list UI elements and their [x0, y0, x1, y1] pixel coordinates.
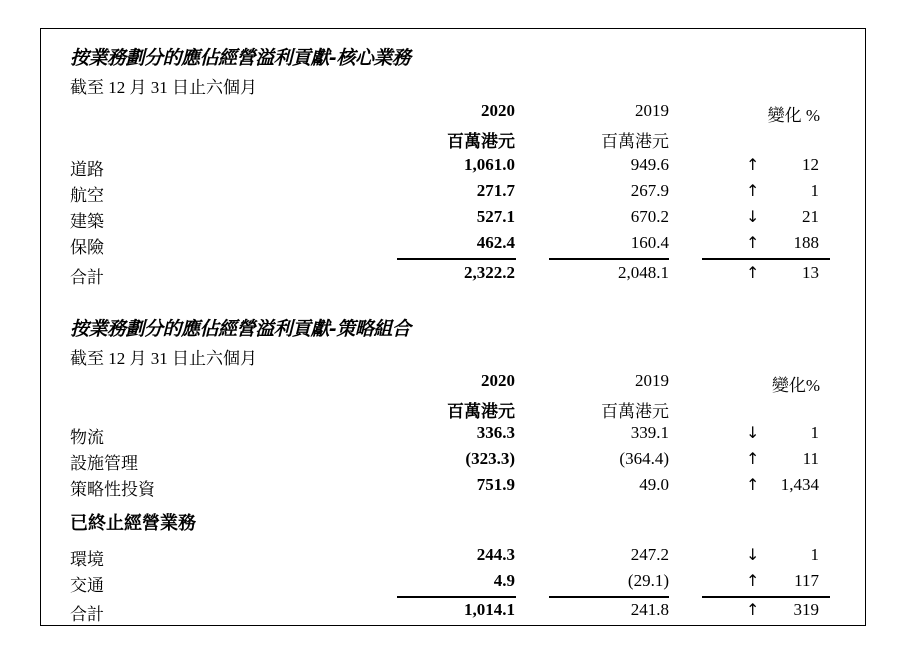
strategic-header-years [0, 371, 897, 397]
strategic-section-subtitle: 截至 12 月 31 日止六個月 [70, 349, 257, 368]
row-label: 保險 [70, 238, 104, 257]
core-header-2019: 2019 [635, 101, 669, 120]
row-value-2020: 271.7 [476, 181, 515, 200]
total-change: 319 [793, 600, 819, 619]
strategic-total-rule-2020 [397, 596, 516, 598]
strategic-total-rule-change [702, 596, 830, 598]
table-row [0, 475, 897, 501]
row-change: 117 [794, 571, 819, 590]
row-value-2019: 49.0 [639, 475, 669, 494]
total-change: 13 [802, 263, 819, 282]
row-arrow: ↑ [746, 155, 760, 174]
row-label: 航空 [70, 186, 104, 205]
table-row [0, 181, 897, 207]
row-arrow: ↓ [746, 207, 760, 226]
row-value-2020: 462.4 [476, 233, 515, 252]
discontinued-section-title: 已終止經營業務 [70, 513, 196, 534]
row-value-2020: 4.9 [493, 571, 515, 590]
table-row [0, 207, 897, 233]
row-value-2019: (364.4) [619, 449, 669, 468]
total-label: 合計 [70, 605, 104, 624]
core-total-rule-2020 [397, 258, 516, 260]
strategic-header-units [0, 397, 897, 423]
row-value-2020: 1,061.0 [464, 155, 515, 174]
row-value-2019: 949.6 [630, 155, 669, 174]
row-value-2020: 751.9 [476, 475, 515, 494]
row-value-2019: 267.9 [630, 181, 669, 200]
total-value-2020: 1,014.1 [464, 600, 515, 619]
row-value-2020: 336.3 [476, 423, 515, 442]
core-total-rule-change [702, 258, 830, 260]
row-value-2020: 244.3 [476, 545, 515, 564]
row-change: 1 [810, 181, 819, 200]
total-value-2019: 2,048.1 [618, 263, 669, 282]
row-value-2019: 160.4 [630, 233, 669, 252]
total-row [0, 263, 897, 289]
row-value-2019: 670.2 [630, 207, 669, 226]
row-label: 交通 [70, 576, 104, 595]
table-row [0, 423, 897, 449]
core-section-subtitle: 截至 12 月 31 日止六個月 [70, 78, 257, 97]
table-row [0, 233, 897, 259]
row-change: 1,434 [780, 475, 819, 494]
core-unit-2019: 百萬港元 [601, 132, 669, 151]
row-change: 21 [802, 207, 819, 226]
row-label: 道路 [70, 160, 104, 179]
total-value-2020: 2,322.2 [464, 263, 515, 282]
row-change: 1 [810, 423, 819, 442]
row-arrow: ↓ [746, 545, 760, 564]
total-arrow: ↑ [746, 263, 760, 282]
table-row [0, 449, 897, 475]
table-row [0, 545, 897, 571]
row-change: 1 [810, 545, 819, 564]
table-row [0, 155, 897, 181]
row-arrow: ↑ [746, 475, 760, 494]
row-arrow: ↑ [746, 449, 760, 468]
row-arrow: ↑ [746, 571, 760, 590]
core-section-title: 按業務劃分的應佔經營溢利貢獻-核心業務 [70, 47, 411, 69]
core-header-units [0, 127, 897, 153]
row-label: 環境 [70, 550, 104, 569]
total-label: 合計 [70, 268, 104, 287]
strategic-header-change: 變化% [771, 376, 820, 395]
row-value-2019: (29.1) [627, 571, 669, 590]
row-change: 188 [793, 233, 819, 252]
total-row [0, 600, 897, 626]
row-arrow: ↑ [746, 233, 760, 252]
row-label: 建築 [70, 212, 104, 231]
strategic-header-2019: 2019 [635, 371, 669, 390]
strategic-unit-2020: 百萬港元 [447, 402, 515, 421]
table-row [0, 571, 897, 597]
row-label: 設施管理 [70, 454, 138, 473]
strategic-header-2020: 2020 [481, 371, 515, 390]
row-change: 11 [802, 449, 819, 468]
row-change: 12 [802, 155, 819, 174]
row-label: 策略性投資 [70, 480, 155, 499]
strategic-total-rule-2019 [549, 596, 669, 598]
row-arrow: ↓ [746, 423, 760, 442]
core-unit-2020: 百萬港元 [447, 132, 515, 151]
row-value-2019: 247.2 [630, 545, 669, 564]
total-value-2019: 241.8 [630, 600, 669, 619]
row-value-2020: (323.3) [465, 449, 515, 468]
row-arrow: ↑ [746, 181, 760, 200]
core-header-years [0, 101, 897, 127]
row-label: 物流 [70, 428, 104, 447]
core-header-2020: 2020 [481, 101, 515, 120]
strategic-unit-2019: 百萬港元 [601, 402, 669, 421]
row-value-2020: 527.1 [476, 207, 515, 226]
strategic-section-title: 按業務劃分的應佔經營溢利貢獻-策略組合 [70, 318, 411, 340]
core-total-rule-2019 [549, 258, 669, 260]
row-value-2019: 339.1 [630, 423, 669, 442]
total-arrow: ↑ [746, 600, 760, 619]
core-header-change: 變化 % [767, 106, 820, 125]
